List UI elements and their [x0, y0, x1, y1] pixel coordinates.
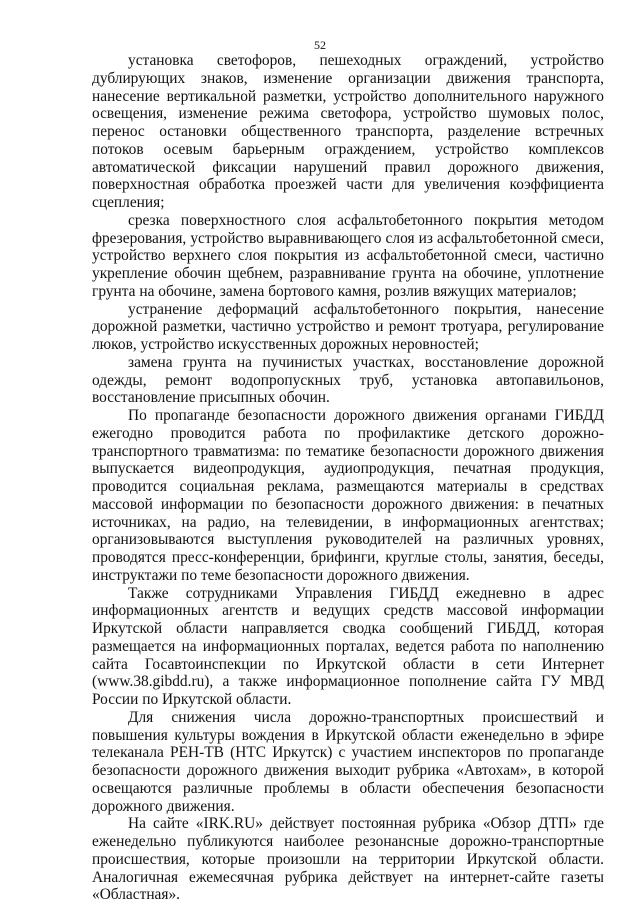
- paragraph-measures-soil-replacement: замена грунта на пучинистых участках, восстановление дорожной одежды, ремонт водопропускных труб, установка автопавильонов, восстановление присыпных обочин.: [92, 353, 604, 407]
- paragraph-measures-traffic-safety: установка светофоров, пешеходных ограждений, устройство дублирующих знаков, изменение организации движения транспорта, нанесение вертикальной разметки, устройство дополнительного наружного освещения, изменение режима светофора, устройство шумовых полос, перенос остановки общественного транспорта, разделение встречных потоков осевым барьерным ограждением, устройство комплексов автоматической фиксации нарушений правил дорожного движения, поверхностная обработка проезжей части для увеличения коэффициента сцепления;: [92, 52, 604, 211]
- paragraph-gibdd-media: Также сотрудниками Управления ГИБДД ежедневно в адрес информационных агентств и ведущих средств массовой информации Иркутской области направляется сводка сообщений ГИБДД, которая размещается на информационных порталах, ведется работа по наполнению сайта Госавтоинспекции по Иркутской области в сети Интернет (www.38.gibdd.ru), а также информационное пополнение сайта ГУ МВД России по Иркутской области.: [92, 584, 604, 708]
- paragraph-ren-tv: Для снижения числа дорожно-транспортных происшествий и повышения культуры вождения в Иркутской области еженедельно в эфире телеканала РЕН-ТВ (НТС Иркутск) с участием инспекторов по пропаганде безопасности дорожного движения выходит рубрика «Автохам», в которой освещаются различные проблемы в области обеспечения безопасности дорожного движения.: [92, 708, 604, 815]
- document-body: [92, 52, 604, 904]
- paragraph-measures-deformations: устранение деформаций асфальтобетонного покрытия, нанесение дорожной разметки, частично устройство и ремонт тротуара, регулирование люков, устройство искусственных дорожных неровностей;: [92, 300, 604, 353]
- paragraph-irk-ru: На сайте «IRK.RU» действует постоянная рубрика «Обзор ДТП» где еженедельно публикуются наиболее резонансные дорожно-транспортные происшествия, которые произошли на территории Иркутской области. Аналогичная ежемесячная рубрика действует на интернет-сайте газеты «Областная».: [92, 815, 604, 904]
- paragraph-measures-milling: срезка поверхностного слоя асфальтобетонного покрытия методом фрезерования, устройство выравнивающего слоя из асфальтобетонной смеси, устройство верхнего слоя покрытия из асфальтобетонной смеси, частично укрепление обочин щебнем, разравнивание грунта на обочине, уплотнение грунта на обочине, замена бортового камня, розлив вяжущих материалов;: [92, 211, 604, 300]
- page-number: 52: [314, 38, 326, 52]
- paragraph-gibdd-propaganda: По пропаганде безопасности дорожного движения органами ГИБДД ежегодно проводится работа по профилактике детского дорожно-транспортного травматизма: по тематике безопасности дорожного движения выпускается видеопродукция, аудиопродукция, печатная продукция, проводится социальная реклама, размещаются материалы в средствах массовой информации по безопасности дорожного движения: в печатных источниках, на радио, на телевидении, в информационных агентствах; организовываются выступления руководителей на различных уровнях, проводятся пресс-конференции, брифинги, круглые столы, занятия, беседы, инструктажи по теме безопасности дорожного движения.: [92, 407, 604, 584]
